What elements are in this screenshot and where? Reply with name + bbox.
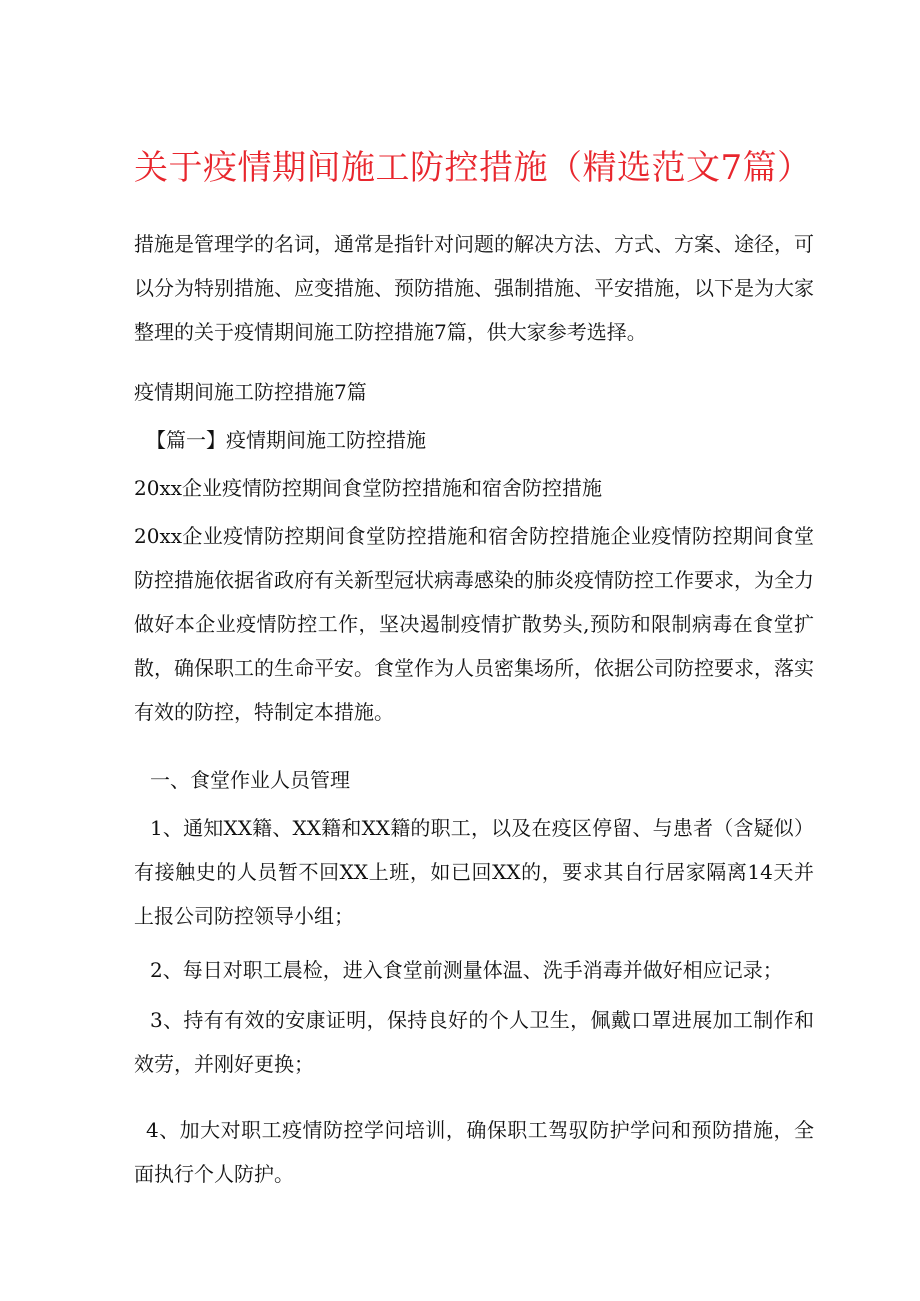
section-label: 【篇一】疫情期间施工防控措施 xyxy=(146,428,426,452)
article-body-paragraph: 20xx企业疫情防控期间食堂防控措施和宿舍防控措施企业疫情防控期间食堂防控措施依据省政府有关新型冠状病毒感染的肺炎疫情防控工作要求，为全力做好本企业疫情防控工作，坚决遏制疫情扩散势头,预防和限制病毒在食堂扩散，确保职工的生命平安。食堂作为人员密集场所，依据公司防控要求，落实有效的防控，特制定本措施。 xyxy=(134,524,814,724)
article-title: 20xx企业疫情防控期间食堂防控措施和宿舍防控措施 xyxy=(134,476,603,500)
intro-paragraph: 措施是管理学的名词，通常是指针对问题的解决方法、方式、方案、途径，可以分为特别措施、应变措施、预防措施、强制措施、平安措施，以下是为大家整理的关于疫情期间施工防控措施7篇，供大家参考选择。 xyxy=(134,232,814,344)
list-item-3: 3、持有有效的安康证明，保持良好的个人卫生，佩戴口罩进展加工制作和效劳，并刚好更换； xyxy=(134,1008,814,1076)
list-item-1: 1、通知XX籍、XX籍和XX籍的职工，以及在疫区停留、与患者（含疑似）有接触史的人员暂不回XX上班，如已回XX的，要求其自行居家隔离14天并上报公司防控领导小组； xyxy=(134,816,814,928)
toc-heading: 疫情期间施工防控措施7篇 xyxy=(134,380,367,404)
document-title: 关于疫情期间施工防控措施（精选范文7篇） xyxy=(134,148,812,188)
subheading-canteen-staff: 一、食堂作业人员管理 xyxy=(150,768,350,792)
list-item-2: 2、每日对职工晨检，进入食堂前测量体温、洗手消毒并做好相应记录； xyxy=(150,958,783,982)
list-item-4: 4、加大对职工疫情防控学问培训，确保职工驾驭防护学问和预防措施，全面执行个人防护。 xyxy=(134,1118,814,1186)
